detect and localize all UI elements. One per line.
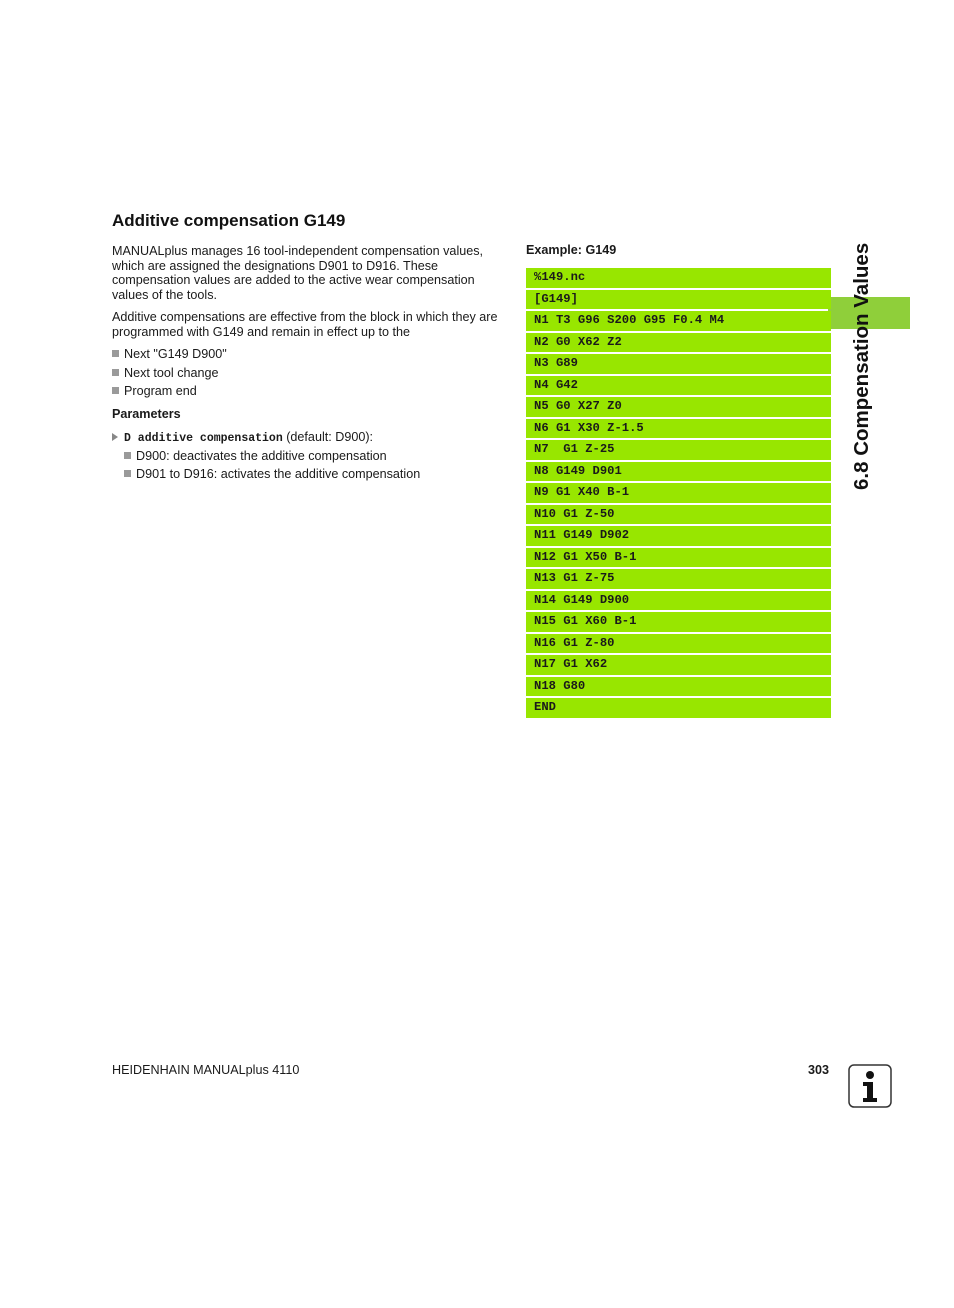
square-bullet-icon (124, 470, 131, 477)
code-line: %149.nc (526, 268, 831, 288)
list-item: D900: deactivates the additive compensation (124, 449, 387, 464)
code-line: N2 G0 X62 Z2 (526, 333, 831, 353)
code-line: N3 G89 (526, 354, 831, 374)
code-line: N9 G1 X40 B-1 (526, 483, 831, 503)
list-item: Program end (112, 384, 197, 399)
code-line: N18 G80 (526, 677, 831, 697)
example-title: Example: G149 (526, 243, 617, 257)
code-line: N5 G0 X27 Z0 (526, 397, 831, 417)
page-number: 303 (808, 1063, 830, 1077)
footer-product: HEIDENHAIN MANUALplus 4110 (112, 1063, 300, 1077)
code-line: N16 G1 Z-80 (526, 634, 831, 654)
parameter-item (112, 430, 373, 446)
code-line: [G149] (526, 290, 831, 310)
list-item: Next tool change (112, 366, 219, 381)
effect-paragraph: Additive compensations are effective from the block in which they are programmed with G149 and remain in effect up to the (112, 310, 498, 339)
code-line: N11 G149 D902 (526, 526, 831, 546)
code-line: N1 T3 G96 S200 G95 F0.4 M4 (526, 311, 831, 331)
code-line: N4 G42 (526, 376, 831, 396)
code-line: N6 G1 X30 Z-1.5 (526, 419, 831, 439)
list-item: Next "G149 D900" (112, 347, 227, 362)
code-line: N14 G149 D900 (526, 591, 831, 611)
code-line: N12 G1 X50 B-1 (526, 548, 831, 568)
info-icon (848, 1064, 892, 1108)
square-bullet-icon (124, 452, 131, 459)
code-line: END (526, 698, 831, 718)
code-line: N15 G1 X60 B-1 (526, 612, 831, 632)
parameter-code: D additive compensation (124, 432, 283, 445)
square-bullet-icon (112, 387, 119, 394)
triangle-bullet-icon (112, 433, 118, 441)
section-heading: Additive compensation G149 (112, 211, 346, 230)
list-item: D901 to D916: activates the additive compensation (124, 467, 420, 482)
square-bullet-icon (112, 350, 119, 357)
parameter-default: (default: D900): (282, 430, 374, 444)
code-line: N10 G1 Z-50 (526, 505, 831, 525)
code-line: N13 G1 Z-75 (526, 569, 831, 589)
chapter-side-title: 6.8 Compensation Values (850, 242, 873, 490)
intro-paragraph: MANUALplus manages 16 tool-independent compensation values, which are assigned the designations D901 to D916. These compensation values are added to the active wear compensation values of the tools. (112, 244, 484, 302)
code-line: N8 G149 D901 (526, 462, 831, 482)
code-line: N7 G1 Z-25 (526, 440, 831, 460)
code-line: N17 G1 X62 (526, 655, 831, 675)
square-bullet-icon (112, 369, 119, 376)
code-listing (526, 268, 831, 720)
parameters-title: Parameters (112, 407, 181, 421)
